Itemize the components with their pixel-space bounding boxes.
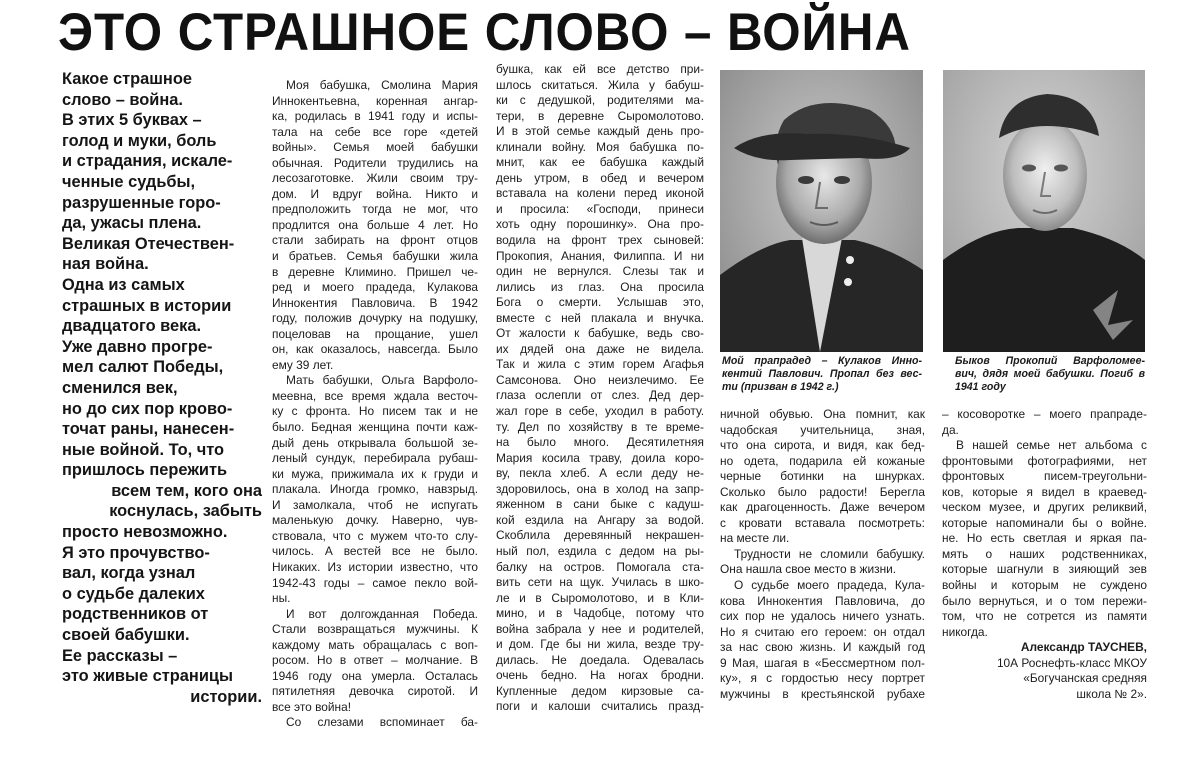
lead-line: Одна из самых (62, 275, 185, 294)
lead-line: коснулась, забыть (109, 502, 262, 521)
col4-line: фронтовых писем-треугольни- (942, 469, 1147, 484)
caption1-line: кентий Павлович. Пропал без вес- (722, 368, 922, 381)
col3-line: кова Иннокентия Павловича, до (720, 593, 925, 608)
col3-line: Она нашла свое место в жизни. (720, 562, 897, 577)
col2-line: Самсонова. Оно неизлечимо. Ее (496, 372, 704, 387)
lead-line: ные войной. То, что (62, 440, 225, 459)
col3-line: О судьбе моего прадеда, Кула- (734, 578, 925, 593)
col2-line: Так и жила с этим горем Агафья (496, 357, 704, 372)
col1-line: было. Бедная женщина почти каж- (272, 420, 478, 435)
col3-line: Сколько было радости! Берегла (720, 484, 925, 499)
lead-line: родственников от (62, 605, 209, 624)
lead-line: это живые страницы (62, 667, 233, 686)
lead-line: своей бабушки. (62, 626, 190, 645)
col2-line: один не вернулся. Слезы так и (496, 264, 704, 279)
col1-line: И вот долгожданная Победа. (286, 606, 478, 621)
lead-line: Ее рассказы – (62, 646, 178, 665)
col4-line: которые напоминали бы о войне. (942, 515, 1147, 530)
caption1-line: ти (призван в 1942 г.) (722, 381, 839, 394)
lead-line: Я это прочувство- (62, 543, 210, 562)
article-column-1 (272, 78, 478, 731)
col4-line: мять о наших родственниках, (942, 546, 1147, 561)
col2-line: ный пол, ездила с дедом на ры- (496, 543, 704, 558)
col2-line: война забрала у нее и родителей, (496, 621, 704, 636)
col2-line: ву, пекла хлеб. А если деду не- (496, 466, 704, 481)
col3-line: черные ботинки на шнурках. (720, 469, 925, 484)
article-column-2 (496, 62, 704, 715)
col2-line: Скоблила деревянный некрашен- (496, 528, 704, 543)
col4-line: ческом музее, и других реликвий, (942, 500, 1147, 515)
caption1-line: Мой прапрадед – Кулаков Инно- (722, 355, 922, 367)
col2-line: и дом. Где бы ни жила, везде тру- (496, 637, 704, 652)
col3-line: ку», я с гордостью несу портрет (720, 671, 925, 686)
col4-line: ков, которые я видел в краевед- (942, 484, 1147, 499)
col3-line: как драгоценность. Даже вечером (720, 500, 925, 515)
col3-line: сих пор не удалось ничего узнать. (720, 609, 925, 624)
col2-line: на было много. Десятилетняя (496, 435, 704, 450)
col1-line: Со слезами вспоминает ба- (286, 715, 478, 730)
col1-line: 1942-43 годы – самое пекло вой- (272, 575, 478, 590)
col2-line: очень бедно. На ногах бродни. (496, 668, 704, 683)
col1-line: дый день открывала большой зе- (272, 435, 478, 450)
author-affiliation-line: «Богучанская средняя (1023, 671, 1147, 686)
lead-line: истории. (190, 687, 262, 706)
article-column-4 (942, 407, 1147, 702)
col1-line: ки мужа, прижимала их к груди и (272, 466, 478, 481)
col1-line: тала на себе все горе «детей (272, 124, 478, 139)
col3-line: ничной обувью. Она помнит, как (720, 407, 925, 421)
lead-line: В этих 5 буквах – (62, 111, 202, 130)
col1-line: пятилетняя девочка сиротой. И (272, 684, 478, 699)
col2-line: кой ездила на Ангару за водой. (496, 512, 704, 527)
col2-line: вместе с ней плакала и внучка. (496, 310, 704, 325)
col3-line: на месте ли. (720, 531, 790, 546)
col2-line: ки с дедушкой, родителями ма- (496, 93, 704, 108)
col2-line: лились из глаз. Она просила (496, 279, 704, 294)
lead-line: голод и муки, боль (62, 131, 217, 150)
lead-line: сменился век, (62, 378, 178, 397)
col2-line: их дядей она даже не видела. (496, 341, 704, 356)
lead-paragraph (62, 69, 262, 707)
col1-line: все это война! (272, 699, 352, 714)
lead-line: просто невозможно. (62, 523, 228, 542)
col2-line: Бога о смерти. Услышав это, (496, 295, 704, 310)
col1-line: 1946 году она умерла. Осталась (272, 668, 478, 683)
article-column-3 (720, 407, 925, 702)
lead-line: разрушенные горо- (62, 193, 221, 212)
col2-line: хоть одну порошинку». Она про- (496, 217, 704, 232)
col4-line: никогда. (942, 624, 988, 639)
lead-line: да, ужасы плена. (62, 214, 202, 233)
caption2-line: вич, дядя моей бабушки. Погиб в (955, 368, 1145, 381)
lead-line: слово – война. (62, 90, 183, 109)
col1-line: году, положив дочурку на подушку, (272, 311, 478, 326)
lead-line: ченные судьбы, (62, 172, 196, 191)
col3-line: что она сирота, и видя, как бед- (720, 438, 925, 453)
col1-line: каждому мать обращалась с воп- (272, 637, 478, 652)
col2-line: здоровилось, она в холод на запр- (496, 481, 704, 496)
col1-line: Мать бабушки, Ольга Варфоло- (286, 373, 478, 388)
col1-line: чилось. А вестей все не было. (272, 544, 478, 559)
lead-line: страшных в истории (62, 296, 232, 315)
photo-caption-kulakov (722, 355, 922, 395)
col1-line: Иннокентия Павловича. В 1942 (272, 295, 478, 310)
col2-line: дилась. Не доедала. Одевалась (496, 652, 704, 667)
col2-line: Прокопия, Анания, Филиппа. И ни (496, 248, 704, 263)
lead-line: о судьбе далеких (62, 584, 205, 603)
portrait-bykov-image (943, 70, 1145, 352)
col1-line: в деревне Климино. Пришел че- (272, 264, 478, 279)
col1-line: дом. И вдруг война. Никто и (272, 186, 478, 201)
col3-line: мужчины в крестьянской рубахе (720, 686, 925, 701)
lead-line: ная война. (62, 255, 149, 274)
col1-line: росом. Но в ответ – молчание. В (272, 653, 478, 668)
col2-line: И в этой семье каждый день про- (496, 124, 704, 139)
caption2-line: Быков Прокопий Варфоломее- (955, 355, 1145, 367)
caption2-line: 1941 году (955, 381, 1006, 394)
col2-line: балку на остров. Помогала ста- (496, 559, 704, 574)
col2-line: поги и калоши считались празд- (496, 699, 704, 714)
lead-line: точат раны, нанесен- (62, 420, 235, 439)
col1-line: И замолкала, чтоб не испугать (272, 497, 478, 512)
col1-line: ему 39 лет. (272, 357, 334, 372)
col4-line: войны и которым не суждено (942, 578, 1147, 593)
col2-line: Мария косила траву, доила коро- (496, 450, 704, 465)
col1-line: леный сундук, перебирала рубаш- (272, 451, 478, 466)
col1-line: Стали возвращаться мужчины. К (272, 622, 478, 637)
col1-line: меевна, все время ждала весточ- (272, 388, 478, 403)
lead-line: Великая Отечествен- (62, 234, 235, 253)
col1-line: плакала. Иногда громко, навзрыд. (272, 482, 478, 497)
col4-line: да. (942, 422, 959, 437)
col2-line: и просила: «Господи, принеси (496, 201, 704, 216)
col1-line: Никаких. Из истории известно, что (272, 559, 478, 574)
portrait-photo-bykov (943, 70, 1145, 352)
lead-line: всем тем, кого она (111, 481, 262, 500)
col4-line: фронтовыми фотографиями, нет (942, 453, 1147, 468)
col2-line: клинали войну. Моя бабушка по- (496, 139, 704, 154)
lead-line: и страдания, искале- (62, 152, 233, 171)
col3-line: Но я считаю его героем: он отдал (720, 624, 925, 639)
col1-line: он, как оказалось, навсегда. Было (272, 342, 478, 357)
lead-line: двадцатого века. (62, 317, 202, 336)
portrait-kulakov-image (720, 70, 923, 352)
col2-line: ле и в Сыромолотово, и в Кли- (496, 590, 704, 605)
col1-line: стали забирать на фронт отцов (272, 233, 478, 248)
col2-line: глаза ослепли от слез. Дед дер- (496, 388, 704, 403)
col4-line: было вернуться, и о том пережи- (942, 593, 1147, 608)
col4-line: – косоворотке – моего прапраде- (942, 407, 1147, 421)
col2-line: бушка, как ей все детство при- (496, 62, 704, 76)
col4-line: которые шагнули в зияющий зев (942, 562, 1147, 577)
col1-line: ка, родилась в 1941 году и испы- (272, 109, 478, 124)
col2-line: Купленные дедом кирзовые са- (496, 683, 704, 698)
lead-line: Уже давно прогре- (62, 337, 213, 356)
col2-line: водила на фронт трех сыновей: (496, 233, 704, 248)
col2-line: ту. Дел по хозяйству в те време- (496, 419, 704, 434)
author-name: Александр ТАУСНЕВ, (1020, 640, 1147, 655)
col1-line: Иннокентьевна, коренная ангар- (272, 93, 478, 108)
col2-line: вить сети на щук. Училась в шко- (496, 575, 704, 590)
col4-line: не. Но есть светлая и яркая па- (942, 531, 1147, 546)
col1-line: ны. (272, 591, 291, 606)
col1-line: и братьев. Семья бабушки жила (272, 249, 478, 264)
col1-line: ку с фронта. Но писем так и не (272, 404, 478, 419)
col2-line: тери, в деревне Сыромолотово. (496, 108, 704, 123)
col3-line: 9 Мая, шагая в «Бессмертном пол- (720, 655, 925, 670)
col1-line: продлится она больше 4 лет. Но (272, 217, 478, 232)
col3-line: чадобская учительница, зная, (720, 422, 925, 437)
col3-line: Трудности не сломили бабушку. (734, 546, 925, 561)
col1-line: ствовала, что с мужем что-то слу- (272, 528, 478, 543)
col1-line: лесозаготовке. Жили своим тру- (272, 171, 478, 186)
photo-caption-bykov (955, 355, 1145, 395)
lead-line: мел салют Победы, (62, 358, 224, 377)
col3-line: но одета, подарила ей кожаные (720, 453, 925, 468)
col2-line: день утром, в обед и вечером (496, 170, 704, 185)
col1-line: войны». Семья моей бабушки (272, 140, 478, 155)
col2-line: шлось скитаться. Жила у бабуш- (496, 77, 704, 92)
col1-line: обычная. Родители трудились на (272, 155, 478, 170)
col2-line: вставала на колени перед иконой (496, 186, 704, 201)
lead-line: вал, когда узнал (62, 564, 196, 583)
col2-line: жал горе в себе, уходил в работу. (496, 404, 704, 419)
col1-line: маленькую дочку. Наверно, чув- (272, 513, 478, 528)
col4-line: том, что не сотрется из памяти (942, 609, 1147, 624)
headline: ЭТО СТРАШНОЕ СЛОВО – ВОЙНА (58, 3, 911, 62)
col2-line: мино, и в Чадобце, потому что (496, 606, 704, 621)
col3-line: за нас свою жизнь. И каждый год (720, 640, 925, 655)
col1-line: предположить тогда не мог, что (272, 202, 478, 217)
portrait-photo-kulakov (720, 70, 923, 352)
col1-line: ред и моего прадеда, Кулакова (272, 280, 478, 295)
col2-line: От жалости к бабушке, ведь сво- (496, 326, 704, 341)
col4-line: В нашей семье нет альбома с (956, 438, 1147, 453)
author-affiliation-line: 10А Роснефть-класс МКОУ (996, 655, 1147, 670)
col1-line: поцеловав на прощание, ушел (272, 326, 478, 341)
col1-line: Моя бабушка, Смолина Мария (286, 78, 478, 92)
author-affiliation-line: школа № 2». (1076, 686, 1147, 701)
col3-line: с кровати вставала посмотреть: (720, 515, 925, 530)
lead-line: Какое страшное (62, 70, 192, 88)
col2-line: мнит, как ее бабушка каждый (496, 155, 704, 170)
col2-line: яженном в сани быке с кадуш- (496, 497, 704, 512)
lead-line: пришлось пережить (62, 461, 228, 480)
lead-line: но до сих пор крово- (62, 399, 233, 418)
